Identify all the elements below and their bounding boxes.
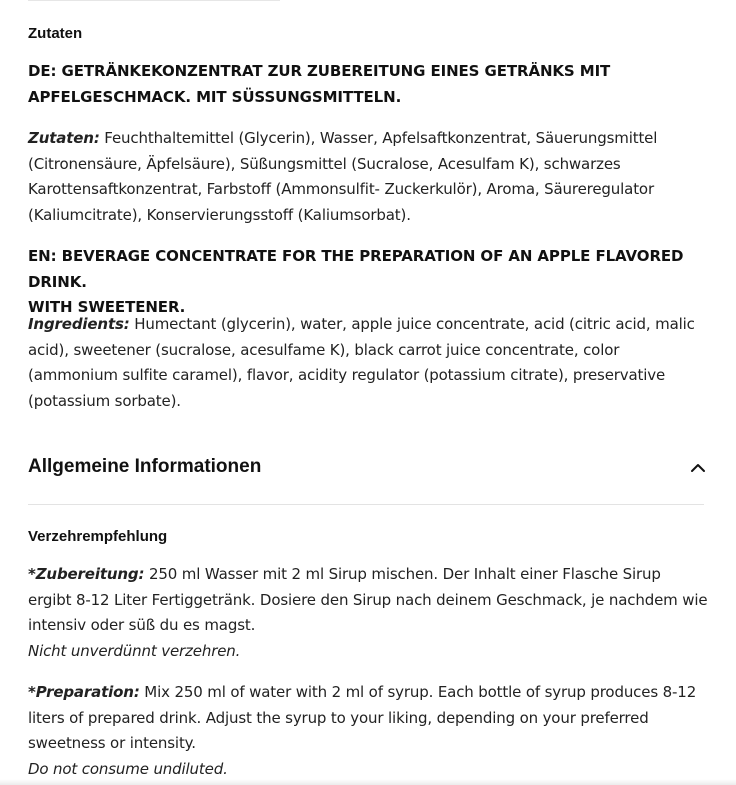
top-divider (28, 0, 280, 1)
de-ingredients-paragraph (28, 126, 708, 228)
general-info-title: Allgemeine Informationen (28, 456, 262, 477)
en-ingredients-paragraph (28, 312, 708, 414)
en-preparation-text: Mix 250 ml of water with 2 ml of syrup. Each bottle of syrup produces 8-12 liters of prepared drink. Adjust the syrup to your liking, depending on your preferred sweetness or intensity. (28, 683, 697, 753)
ingredients-heading: Zutaten (28, 25, 83, 42)
en-product-title-line2: WITH SWEETENER. (28, 298, 186, 317)
de-product-title-line2: APFELGESCHMACK. MIT SÜSSUNGSMITTELN. (28, 87, 402, 106)
de-preparation-label: *Zubereitung: (28, 565, 145, 583)
de-preparation-paragraph (28, 562, 708, 664)
en-ingredients-text: Humectant (glycerin), water, apple juice concentrate, acid (citric acid, malic acid), sweetener (sucralose, acesulfame K), black carrot juice concentrate, color (ammonium sulfite caramel), flavor, acidity regulator (potassium citrate), preservative (potassium sorbate). (28, 315, 695, 410)
en-product-title-line1: EN: BEVERAGE CONCENTRATE FOR THE PREPARATION OF AN APPLE FLAVORED DRINK. (28, 247, 684, 291)
de-product-title-line1: DE: GETRÄNKEKONZENTRAT ZUR ZUBEREITUNG EINES GETRÄNKS MIT (28, 62, 611, 80)
consumption-heading: Verzehrempfehlung (28, 528, 168, 545)
de-product-title (28, 59, 718, 110)
accordion-divider (28, 504, 704, 505)
en-product-title (28, 244, 718, 321)
de-preparation-note: Nicht unverdünnt verzehren. (28, 641, 241, 660)
en-preparation-note: Do not consume undiluted. (28, 759, 228, 778)
de-ingredients-label: Zutaten: (28, 129, 100, 147)
de-ingredients-text: Feuchthaltemittel (Glycerin), Wasser, Apfelsaftkonzentrat, Säuerungsmittel (Citronensäure, Äpfelsäure), Süßungsmittel (Sucralose, Acesulfam K), schwarzes Karottensaftkonzentrat, Farbstoff (Ammonsulfit- Zuckerkulör), Aroma, Säureregulator (Kaliumcitrate), Konservierungsstoff (Kaliumsorbat). (28, 129, 658, 224)
chevron-up-icon[interactable] (690, 460, 706, 476)
de-preparation-text: 250 ml Wasser mit 2 ml Sirup mischen. Der Inhalt einer Flasche Sirup ergibt 8-12 Liter Fertiggetränk. Dosiere den Sirup nach deinem Geschmack, je nachdem wie intensiv oder süß du es magst. (28, 565, 708, 635)
en-ingredients-label: Ingredients: (28, 315, 130, 333)
general-info-accordion-toggle[interactable] (28, 448, 708, 488)
en-preparation-paragraph (28, 680, 708, 782)
viewport-bottom-shadow (0, 779, 736, 785)
en-preparation-label: *Preparation: (28, 683, 140, 701)
